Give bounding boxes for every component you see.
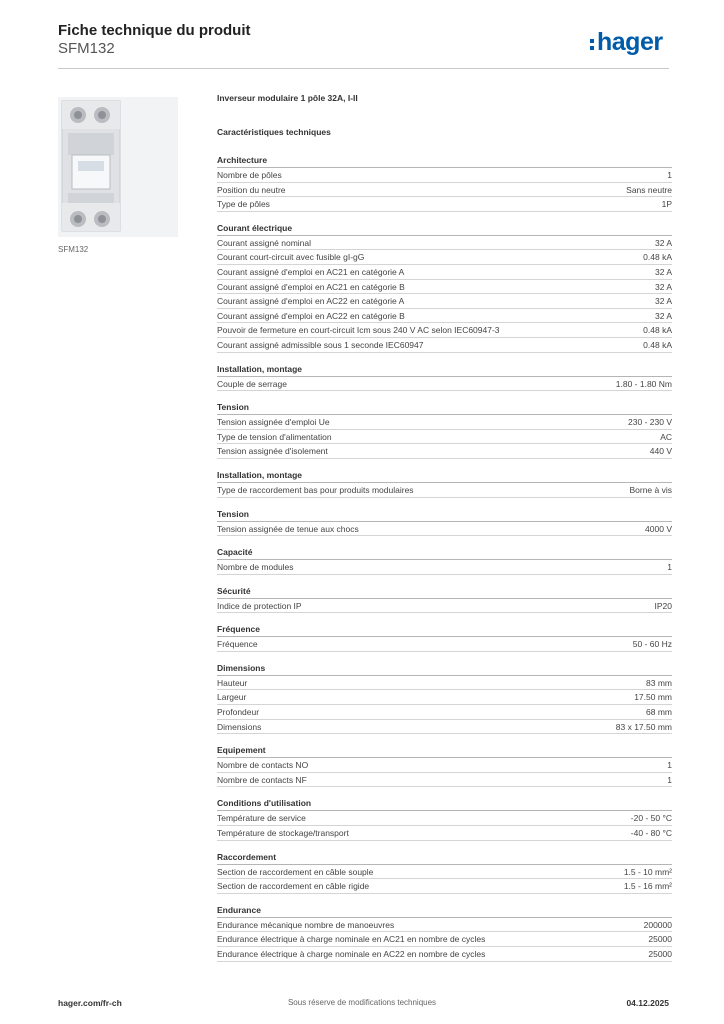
spec-label: Endurance mécanique nombre de manoeuvres [217, 919, 395, 930]
spec-row [217, 415, 672, 430]
spec-row [217, 483, 672, 498]
spec-value: 25000 [648, 934, 672, 945]
spec-groups [217, 154, 672, 962]
document-subtitle: SFM132 [58, 40, 115, 57]
spec-value: 440 V [649, 446, 672, 457]
spec-group-title: Installation, montage [217, 363, 672, 377]
spec-value: 0.48 kA [643, 339, 672, 350]
spec-label: Courant assigné d'emploi en AC21 en catégorie B [217, 281, 405, 292]
spec-label: Couple de serrage [217, 378, 287, 389]
product-image [58, 97, 178, 237]
spec-row [217, 377, 672, 392]
spec-group-title: Dimensions [217, 662, 672, 676]
footer-website: hager.com/fr-ch [58, 998, 122, 1008]
spec-row [217, 758, 672, 773]
spec-row [217, 294, 672, 309]
hager-logo [590, 27, 663, 57]
spec-label: Section de raccordement en câble rigide [217, 881, 370, 892]
spec-group [217, 662, 672, 734]
spec-row [217, 690, 672, 705]
spec-value: 32 A [654, 310, 672, 321]
spec-row [217, 265, 672, 280]
spec-group [217, 585, 672, 614]
spec-group [217, 401, 672, 459]
spec-group [217, 546, 672, 575]
spec-label: Tension assignée d'emploi Ue [217, 417, 330, 428]
spec-row [217, 947, 672, 962]
spec-group-title: Raccordement [217, 851, 672, 865]
spec-value: 230 - 230 V [628, 417, 672, 428]
spec-group-title: Tension [217, 401, 672, 415]
product-image-caption: SFM132 [58, 245, 89, 254]
spec-row [217, 430, 672, 445]
spec-row [217, 705, 672, 720]
spec-label: Température de stockage/transport [217, 828, 349, 839]
spec-group [217, 623, 672, 652]
product-name: Inverseur modulaire 1 pôle 32A, I-II [217, 93, 358, 103]
header-divider [58, 68, 669, 69]
spec-label: Courant assigné nominal [217, 237, 312, 248]
switch-device-icon [58, 97, 178, 237]
spec-value: -40 - 80 °C [630, 828, 672, 839]
spec-row [217, 236, 672, 251]
spec-row [217, 309, 672, 324]
spec-value: 1 [667, 774, 672, 785]
spec-row [217, 865, 672, 880]
spec-value: 0.48 kA [643, 325, 672, 336]
spec-row [217, 811, 672, 826]
spec-row [217, 879, 672, 894]
spec-row [217, 560, 672, 575]
spec-value: 1 [667, 170, 672, 180]
spec-label: Courant assigné d'emploi en AC21 en catégorie A [217, 266, 405, 277]
footer-date: 04.12.2025 [626, 998, 669, 1008]
footer-notice: Sous réserve de modifications techniques [287, 998, 437, 1007]
spec-section-heading: Caractéristiques techniques [217, 127, 331, 137]
spec-label: Position du neutre [217, 184, 286, 195]
spec-group [217, 744, 672, 787]
spec-row [217, 932, 672, 947]
spec-label: Type de raccordement bas pour produits modulaires [217, 484, 414, 495]
spec-group-title: Courant électrique [217, 222, 672, 236]
spec-value: AC [660, 431, 672, 442]
spec-group [217, 222, 672, 353]
document-title: Fiche technique du produit [58, 22, 251, 39]
spec-value: 0.48 kA [643, 252, 672, 263]
spec-group-title: Capacité [217, 546, 672, 560]
spec-label: Largeur [217, 692, 247, 703]
spec-row [217, 599, 672, 614]
spec-value: 32 A [654, 281, 672, 292]
spec-label: Courant assigné admissible sous 1 seconde IEC60947 [217, 339, 424, 350]
spec-row [217, 444, 672, 459]
spec-value: 50 - 60 Hz [632, 639, 672, 650]
spec-label: Endurance électrique à charge nominale en AC22 en nombre de cycles [217, 949, 486, 959]
spec-sheet [217, 92, 672, 972]
spec-row [217, 676, 672, 691]
spec-group-title: Fréquence [217, 623, 672, 637]
spec-value: 68 mm [646, 707, 672, 718]
logo-dots-icon [590, 39, 594, 50]
spec-value: 17.50 mm [634, 692, 672, 703]
spec-group [217, 469, 672, 498]
spec-group-title: Endurance [217, 904, 672, 918]
spec-value: 25000 [648, 949, 672, 959]
spec-group-title: Equipement [217, 744, 672, 758]
spec-label: Tension assignée d'isolement [217, 446, 328, 457]
spec-label: Hauteur [217, 677, 248, 688]
spec-row [217, 773, 672, 788]
spec-group-title: Sécurité [217, 585, 672, 599]
spec-group [217, 904, 672, 962]
spec-group-title: Conditions d'utilisation [217, 797, 672, 811]
spec-group-title: Architecture [217, 154, 672, 168]
spec-row [217, 168, 672, 183]
spec-label: Nombre de contacts NF [217, 774, 307, 785]
spec-label: Courant court-circuit avec fusible gI-gG [217, 252, 365, 263]
spec-value: Borne à vis [629, 484, 672, 495]
spec-group [217, 363, 672, 392]
spec-label: Type de tension d'alimentation [217, 431, 332, 442]
spec-value: 83 mm [646, 677, 672, 688]
spec-value: IP20 [654, 600, 672, 611]
spec-row [217, 522, 672, 537]
spec-label: Courant assigné d'emploi en AC22 en catégorie A [217, 296, 405, 307]
spec-value: 32 A [654, 266, 672, 277]
spec-value: 200000 [643, 919, 672, 930]
spec-label: Fréquence [217, 639, 258, 650]
spec-label: Nombre de contacts NO [217, 760, 309, 771]
spec-group-title: Tension [217, 508, 672, 522]
spec-value: 1 [667, 760, 672, 771]
spec-group [217, 154, 672, 212]
spec-row [217, 720, 672, 735]
spec-value: 32 A [654, 237, 672, 248]
spec-row [217, 183, 672, 198]
spec-label: Pouvoir de fermeture en court-circuit Icm sous 240 V AC selon IEC60947-3 [217, 325, 500, 336]
spec-value: 1.80 - 1.80 Nm [615, 378, 672, 389]
spec-label: Nombre de pôles [217, 170, 282, 180]
spec-label: Type de pôles [217, 199, 270, 210]
spec-value: -20 - 50 °C [630, 813, 672, 824]
spec-label: Endurance électrique à charge nominale en AC21 en nombre de cycles [217, 934, 486, 945]
spec-label: Nombre de modules [217, 562, 294, 573]
spec-row [217, 323, 672, 338]
spec-row [217, 637, 672, 652]
spec-value: 4000 V [645, 523, 672, 534]
spec-row [217, 338, 672, 353]
spec-row [217, 250, 672, 265]
spec-group [217, 508, 672, 537]
spec-row [217, 918, 672, 933]
spec-label: Dimensions [217, 721, 262, 732]
spec-label: Température de service [217, 813, 306, 824]
spec-label: Profondeur [217, 707, 260, 718]
spec-value: 1.5 - 16 mm² [623, 881, 672, 892]
spec-row [217, 826, 672, 841]
spec-group-title: Installation, montage [217, 469, 672, 483]
spec-label: Section de raccordement en câble souple [217, 866, 374, 877]
spec-value: Sans neutre [626, 184, 672, 195]
spec-value: 1P [661, 199, 672, 210]
spec-value: 83 x 17.50 mm [615, 721, 672, 732]
spec-label: Courant assigné d'emploi en AC22 en catégorie B [217, 310, 405, 321]
spec-group [217, 797, 672, 840]
spec-row [217, 197, 672, 212]
spec-value: 32 A [654, 296, 672, 307]
spec-label: Tension assignée de tenue aux chocs [217, 523, 359, 534]
spec-group [217, 851, 672, 894]
spec-value: 1.5 - 10 mm² [623, 866, 672, 877]
spec-row [217, 280, 672, 295]
spec-value: 1 [667, 562, 672, 573]
logo-text: hager [597, 28, 663, 56]
spec-label: Indice de protection IP [217, 600, 302, 611]
